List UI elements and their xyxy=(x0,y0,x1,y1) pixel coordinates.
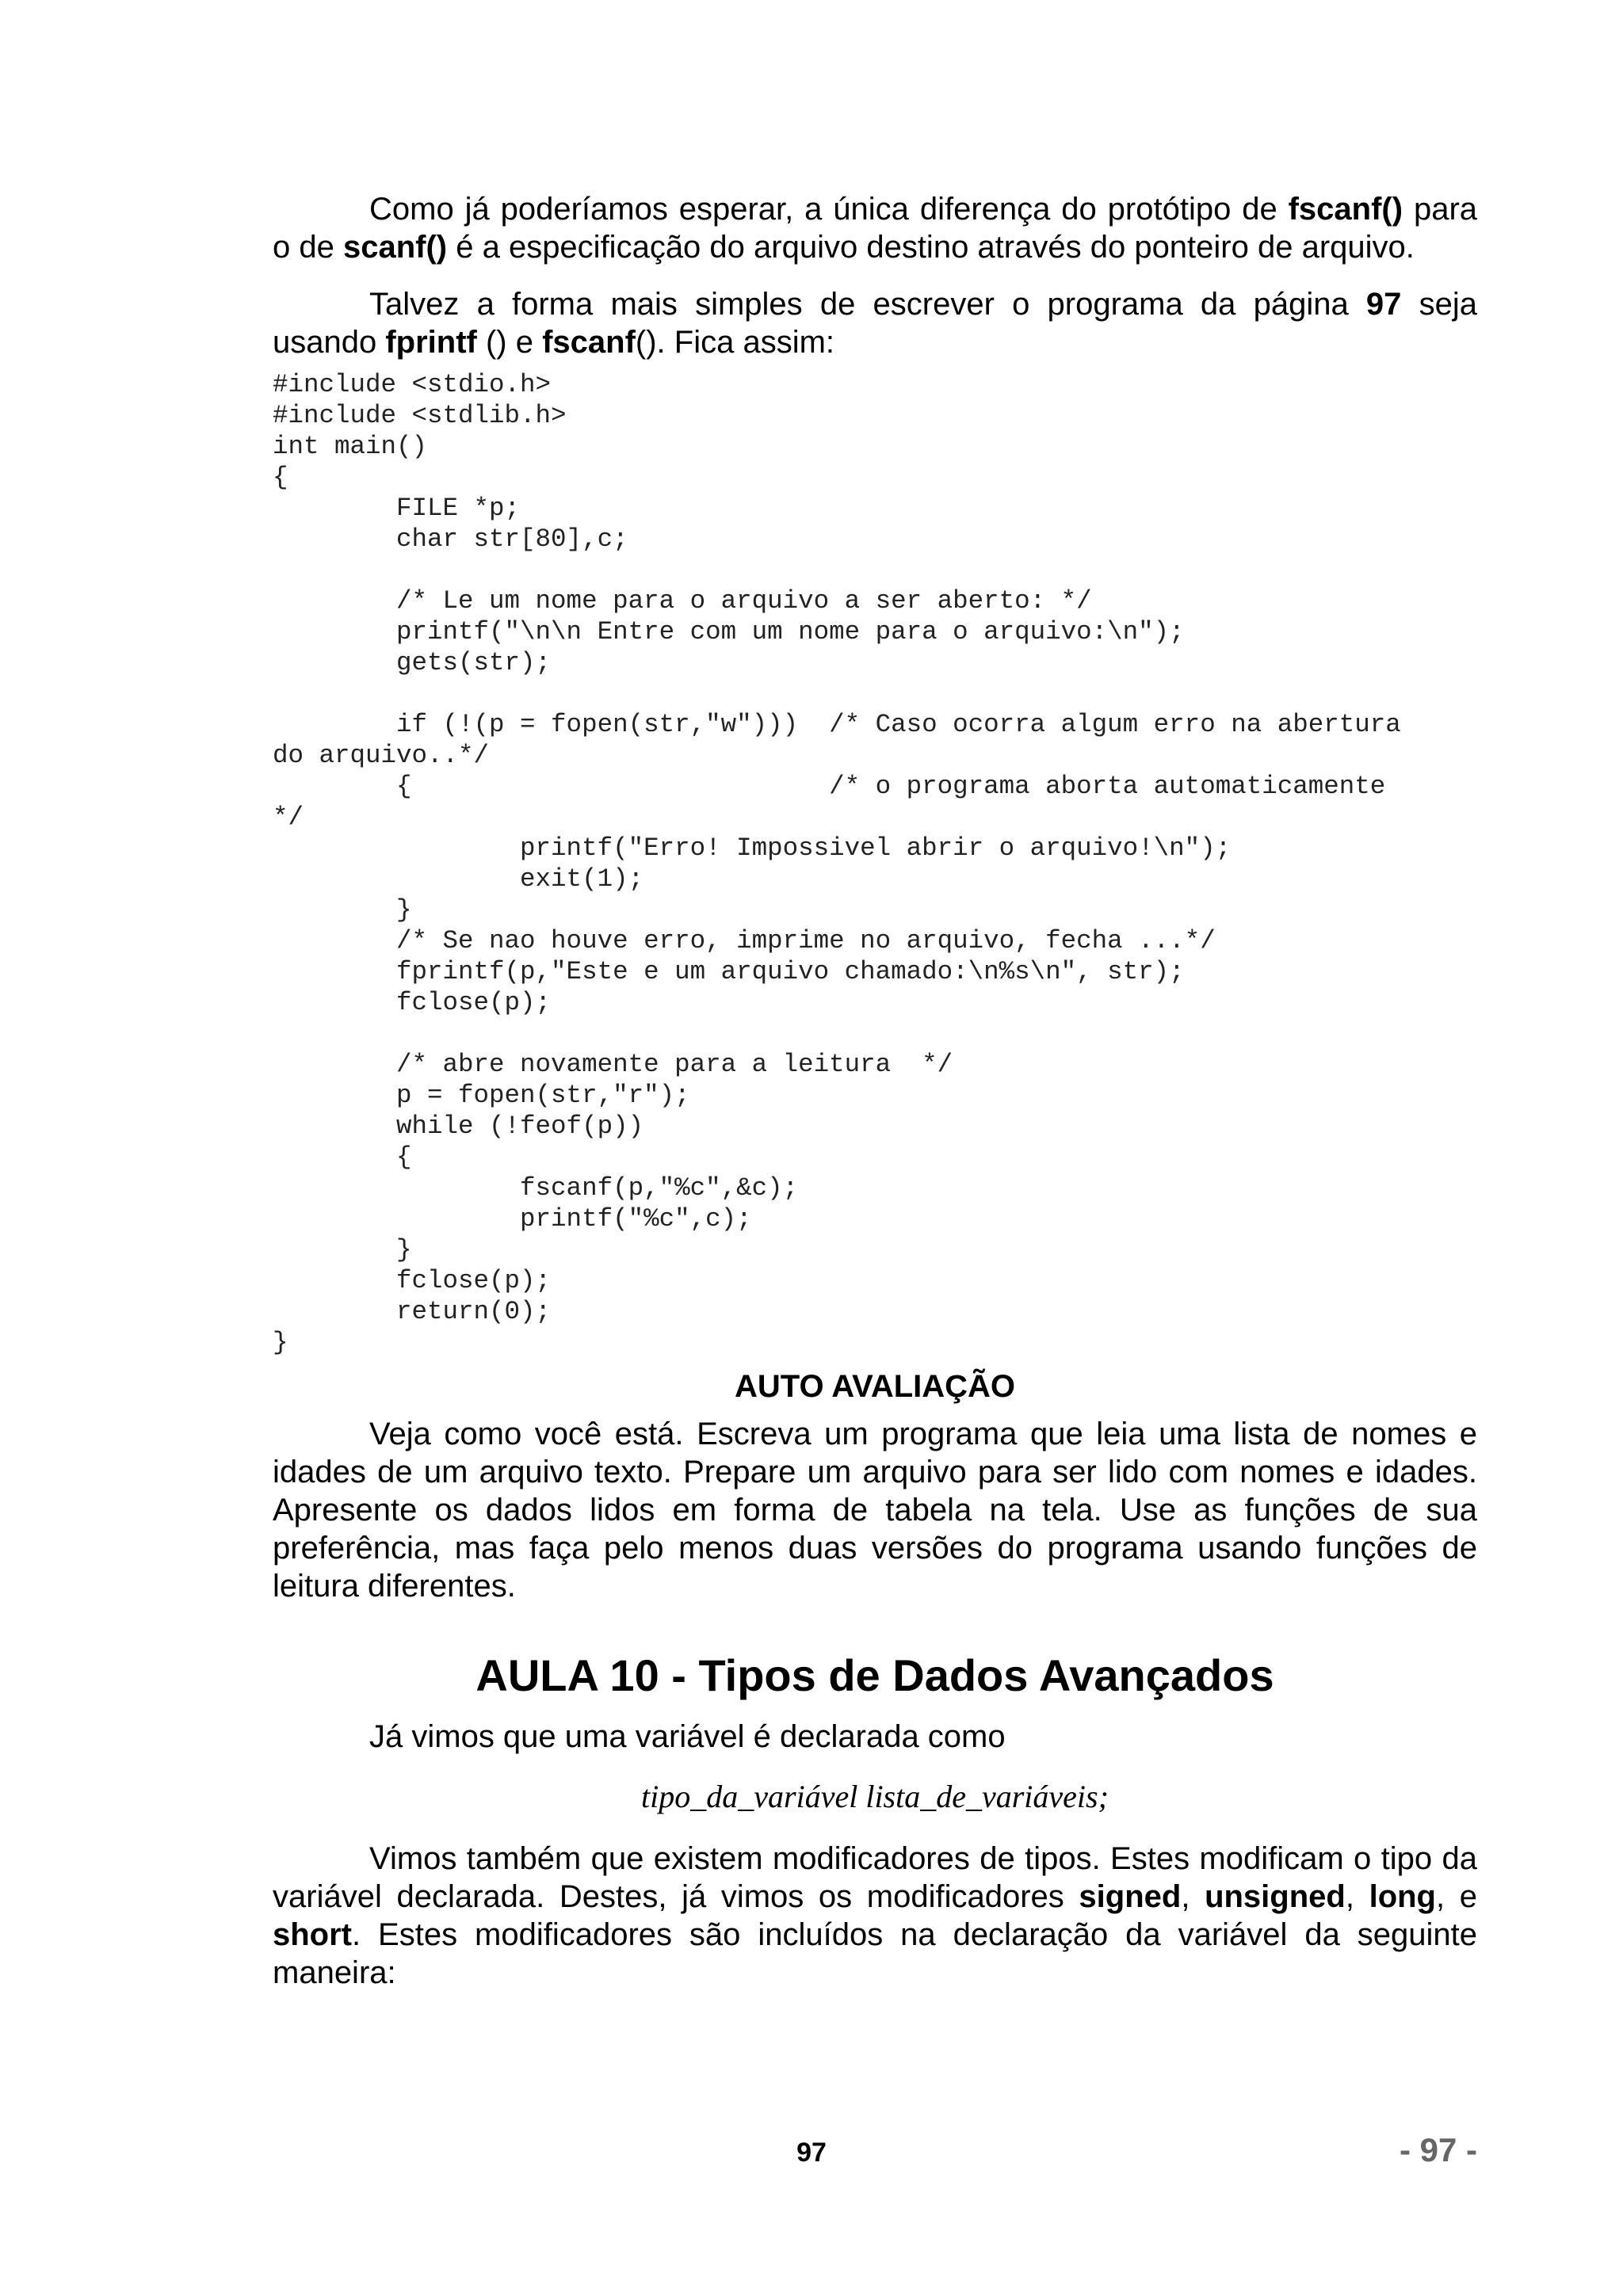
paragraph-fscanf-prototype xyxy=(273,190,1477,266)
text-run: Vimos também que existem modificadores de tipos. Estes modificam o tipo da variável declarada. Destes, já vimos os modificadores xyxy=(273,1841,1477,1914)
text-run: , xyxy=(1345,1879,1369,1914)
section-heading-auto-avaliacao: AUTO AVALIAÇÃO xyxy=(734,1369,1016,1404)
bold-fscanf: fscanf xyxy=(542,325,636,360)
bold-page-number: 97 xyxy=(1365,287,1402,322)
text-run: é a especificação do arquivo destino através do ponteiro de arquivo. xyxy=(447,230,1415,265)
text-run: , xyxy=(1181,1879,1205,1914)
bold-scanf: scanf() xyxy=(342,230,448,265)
text-run: , e xyxy=(1436,1879,1477,1914)
text-run: () e xyxy=(476,325,543,360)
bold-unsigned: unsigned xyxy=(1205,1879,1346,1914)
text-run: (). Fica assim: xyxy=(635,325,835,360)
bold-signed: signed xyxy=(1079,1879,1182,1914)
text-run: para o de xyxy=(273,192,1478,265)
paragraph-chapter-intro: Já vimos que uma variável é declarada como xyxy=(369,1719,1006,1754)
paragraph-auto-avaliacao: Veja como você está. Escreva um programa que leia uma lista de nomes e idades de um arquivo texto. Prepare um arquivo para ser lido com nomes e idades. Apresente os dados lidos em forma de tabela na tela. Use as funções de sua preferência, mas faça pelo menos duas versões do programa usando funções de leitura diferentes. xyxy=(273,1417,1477,1604)
declaration-syntax: tipo_da_variável lista_de_variáveis; xyxy=(641,1779,1109,1814)
text-run: Talvez a forma mais simples de escrever o programa da página xyxy=(369,287,1366,322)
bold-fprintf: fprintf xyxy=(385,325,477,360)
bold-short: short xyxy=(273,1917,352,1952)
bold-long: long xyxy=(1369,1879,1436,1914)
footer-page-number-right: - 97 - xyxy=(1399,2131,1477,2168)
text-run: seja usando xyxy=(273,287,1477,360)
text-run: . Estes modificadores são incluídos na declaração da variável da seguinte maneira: xyxy=(273,1917,1477,1990)
document-page xyxy=(273,190,1477,1992)
paragraph-program-intro xyxy=(273,285,1477,361)
chapter-title: AULA 10 - Tipos de Dados Avançados xyxy=(475,1650,1274,1700)
paragraph-type-modifiers xyxy=(273,1840,1477,1992)
code-listing: #include <stdio.h> #include <stdlib.h> int main() { FILE *p; char str[80],c; /* Le um nome para o arquivo a ser aberto: */ printf("\n\n Entre com um nome para o arquivo:\n"); gets(str); if (!(p = fopen(str,"w"))) /* Caso ocorra algum erro na abertura do arquivo..*/ { /* o programa aborta automaticamente */ printf("Erro! Impossivel abrir o arquivo!\n"); exit(1); } /* Se nao houve erro, imprime no arquivo, fecha ...*/ fprintf(p,"Este e um arquivo chamado:\n%s\n", str); fclose(p); /* abre novamente para a leitura */ p = fopen(str,"r"); while (!feof(p)) { fscanf(p,"%c",&c); printf("%c",c); } fclose(p); return(0); } xyxy=(273,370,1401,1357)
bold-fscanf: fscanf() xyxy=(1288,192,1403,227)
text-run: Como já poderíamos esperar, a única diferença do protótipo de xyxy=(369,192,1289,227)
footer-page-number: 97 xyxy=(796,2138,827,2168)
